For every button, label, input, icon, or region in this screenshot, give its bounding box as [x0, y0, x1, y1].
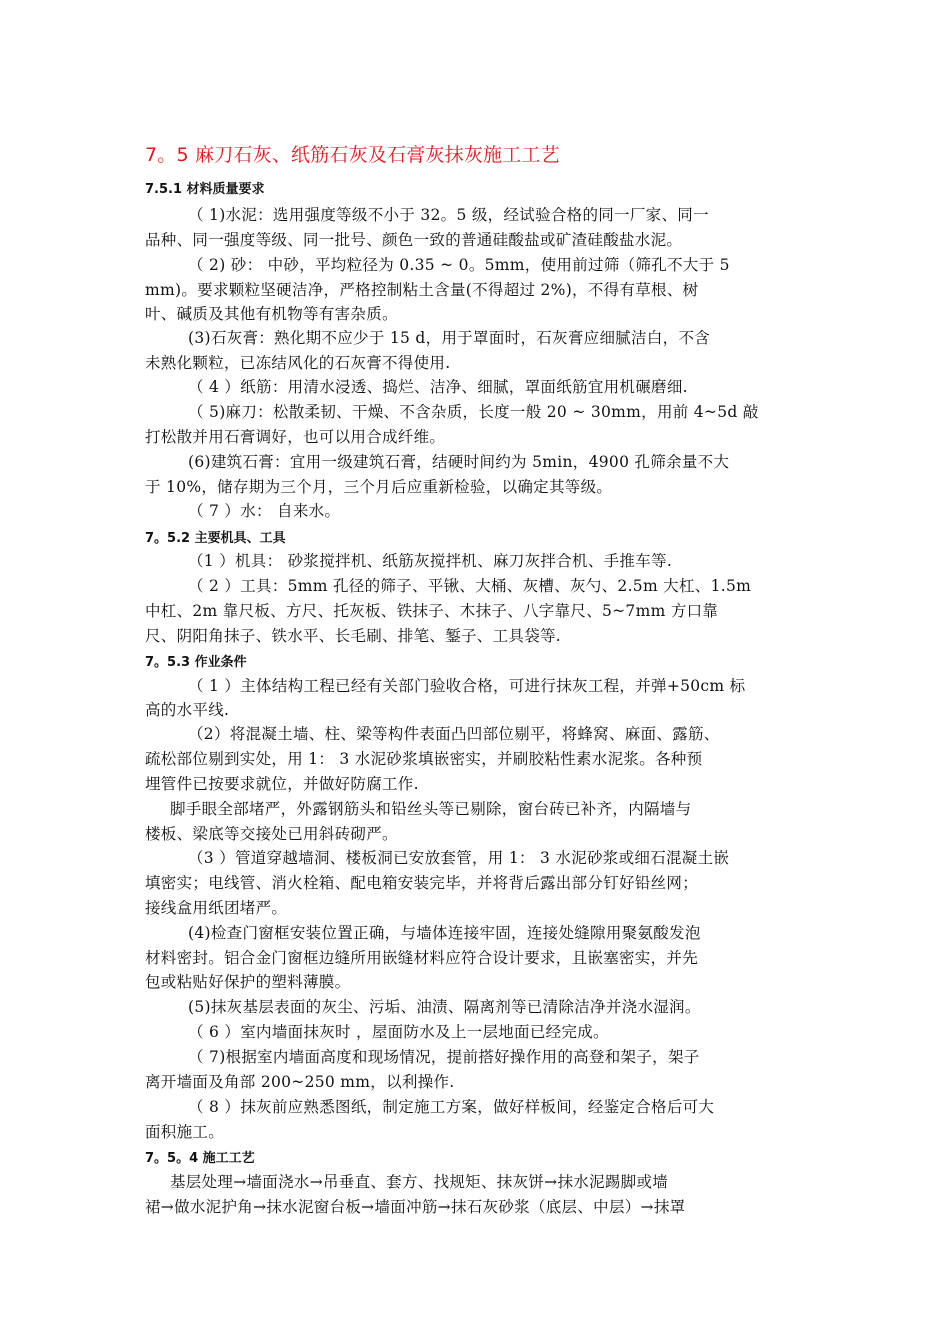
paragraph-line: 未熟化颗粒，已冻结风化的石灰膏不得使用.: [145, 354, 451, 372]
paragraph-line: 裙→做水泥护角→抹水泥窗台板→墙面冲筋→抹石灰砂浆（底层、中层）→抹罩: [145, 1198, 686, 1216]
paragraph-line: 楼板、梁底等交接处已用斜砖砌严。: [145, 825, 398, 843]
paragraph-line: （ 7 ）水： 自来水。: [188, 502, 341, 520]
paragraph-line: 品种、同一强度等级、同一批号、颜色一致的普通硅酸盐或矿渣硅酸盐水泥。: [145, 231, 683, 249]
paragraph-line: （ 1)水泥：选用强度等级不小于 32。5 级，经试验合格的同一厂家、同一: [188, 206, 709, 224]
section-heading-7-5-2: 7。5.2 主要机具、工具: [145, 531, 286, 546]
paragraph-line: (5)抹灰基层表面的灰尘、污垢、油渍、隔离剂等已清除洁净并浇水湿润。: [188, 998, 701, 1016]
paragraph-line: 叶、碱质及其他有机物等有害杂质。: [145, 305, 398, 323]
paragraph-line: (4)检查门窗框安装位置正确，与墙体连接牢固，连接处缝隙用聚氨酸发泡: [188, 924, 701, 942]
section-heading-7-5-1: 7.5.1 材料质量要求: [145, 182, 265, 197]
paragraph-line: 基层处理→墙面浇水→吊垂直、套方、找规矩、抹灰饼→抹水泥踢脚或墙: [170, 1173, 669, 1191]
paragraph-line: 接线盒用纸团堵严。: [145, 899, 288, 917]
page-title: 7。5 麻刀石灰、纸筋石灰及石膏灰抹灰施工工艺: [145, 144, 560, 166]
paragraph-line: 疏松部位剔到实处，用 1： 3 水泥砂浆填嵌密实，并刷胶粘性素水泥浆。各种预: [145, 750, 703, 768]
paragraph-line: 脚手眼全部堵严，外露钢筋头和铅丝头等已剔除，窗台砖已补齐，内隔墙与: [170, 800, 692, 818]
paragraph-line: 打松散并用石膏调好，也可以用合成纤维。: [145, 428, 446, 446]
paragraph-line: 材料密封。铝合金门窗框边缝所用嵌缝材料应符合设计要求，且嵌塞密实，并先: [145, 949, 699, 967]
paragraph-line: （ 8 ）抹灰前应熟悉图纸，制定施工方案，做好样板间，经鉴定合格后可大: [188, 1098, 715, 1116]
paragraph-line: （ 1 ）主体结构工程已经有关部门验收合格，可进行抹灰工程，并弹+50cm 标: [188, 677, 746, 695]
paragraph-line: （ 4 ）纸筋：用清水浸透、捣烂、洁净、细腻，罩面纸筋宜用机碾磨细.: [188, 378, 688, 396]
paragraph-line: (6)建筑石膏：宜用一级建筑石膏，结硬时间约为 5min，4900 孔筛余量不大: [188, 453, 730, 471]
paragraph-line: 填密实；电线管、消火栓箱、配电箱安装完毕，并将背后露出部分钉好铅丝网；: [145, 874, 699, 892]
paragraph-line: （ 5)麻刀：松散柔韧、干燥、不含杂质，长度一般 20 ~ 30mm，用前 4~5d 敲: [188, 403, 759, 421]
section-heading-7-5-4: 7。5。4 施工工艺: [145, 1151, 255, 1166]
paragraph-line: 包或粘贴好保护的塑料薄膜。: [145, 973, 351, 991]
paragraph-line: （ 7)根据室内墙面高度和现场情况，提前搭好操作用的高登和架子，架子: [188, 1048, 700, 1066]
paragraph-line: 中杠、2m 靠尺板、方尺、托灰板、铁抹子、木抹子、八字靠尺、5~7mm 方口靠: [145, 602, 719, 620]
paragraph-line: （ 2) 砂： 中砂，平均粒径为 0.35 ~ 0。5mm，使用前过筛（筛孔不大于 5: [188, 256, 730, 274]
paragraph-line: 埋管件已按要求就位，并做好防腐工作.: [145, 775, 419, 793]
paragraph-line: （ 6 ）室内墙面抹灰时 ，屋面防水及上一层地面已经完成。: [188, 1023, 609, 1041]
paragraph-line: （ 2 ）工具：5mm 孔径的筛子、平锹、大桶、灰槽、灰勺、2.5m 大杠、1.5m: [188, 577, 752, 595]
section-heading-7-5-3: 7。5.3 作业条件: [145, 655, 247, 670]
paragraph-line: 高的水平线.: [145, 701, 230, 719]
paragraph-line: 面积施工。: [145, 1123, 225, 1141]
paragraph-line: 于 10%，储存期为三个月，三个月后应重新检验，以确定其等级。: [145, 478, 613, 496]
paragraph-line: （2）将混凝土墙、柱、梁等构件表面凸凹部位剔平，将蜂窝、麻面、露筋、: [188, 725, 720, 743]
paragraph-line: （3 ）管道穿越墙洞、楼板洞已安放套管，用 1： 3 水泥砂浆或细石混凝土嵌: [188, 849, 730, 867]
paragraph-line: 离开墙面及角部 200~250 mm，以利操作.: [145, 1073, 455, 1091]
paragraph-line: （1 ）机具： 砂浆搅拌机、纸筋灰搅拌机、麻刀灰拌合机、手推车等.: [188, 552, 673, 570]
paragraph-line: (3)石灰膏：熟化期不应少于 15 d，用于罩面时，石灰膏应细腻洁白，不含: [188, 329, 711, 347]
paragraph-line: 尺、阴阳角抹子、铁水平、长毛刷、排笔、錾子、工具袋等.: [145, 627, 562, 645]
paragraph-line: mm)。要求颗粒坚硬洁净，严格控制粘土含量(不得超过 2%)，不得有草根、树: [145, 281, 699, 299]
